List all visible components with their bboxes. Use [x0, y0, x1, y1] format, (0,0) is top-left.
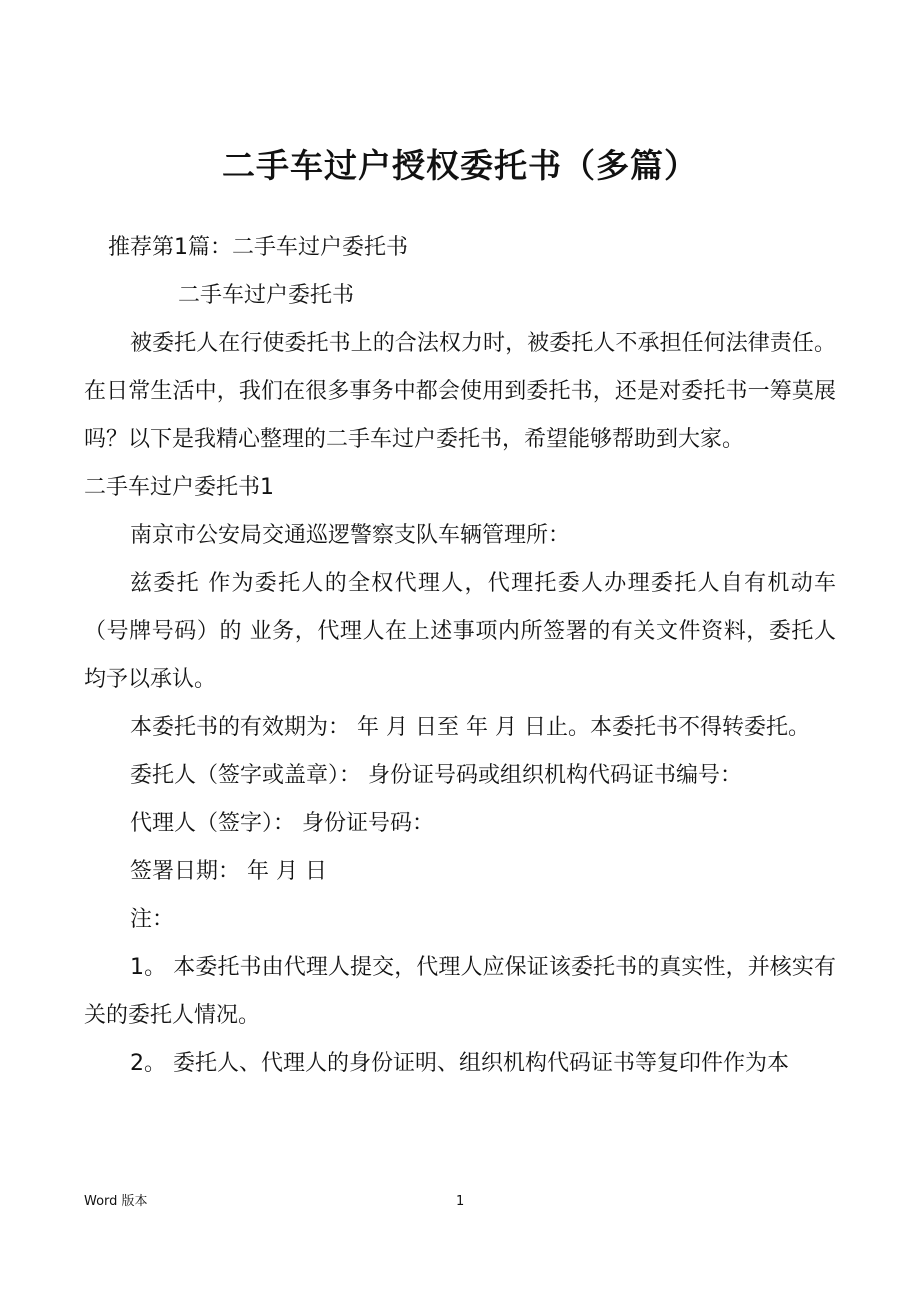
- section-title: 二手车过户委托书: [178, 283, 355, 308]
- subsection-heading: 二手车过户委托书1: [84, 475, 274, 500]
- delegation-paragraph: 兹委托 作为委托人的全权代理人，代理托委人办理委托人自有机动车（号牌号码）的 业务，代理人在上述事项内所签署的有关文件资料，委托人均予以承认。: [84, 571, 836, 692]
- document-body: [84, 224, 836, 1088]
- page-number: 1: [456, 1194, 465, 1209]
- notes-label: 注：: [130, 907, 175, 932]
- recommend-heading: 推荐第1篇：二手车过户委托书: [108, 235, 408, 260]
- note-item-2: 2。 委托人、代理人的身份证明、组织机构代码证书等复印件作为本: [130, 1051, 789, 1076]
- principal-signature-line: 委托人（签字或盖章）： 身份证号码或组织机构代码证书编号：: [130, 763, 742, 788]
- validity-paragraph: 本委托书的有效期为： 年 月 日至 年 月 日止。本委托书不得转委托。: [130, 715, 810, 740]
- agent-signature-line: 代理人（签字）： 身份证号码：: [130, 811, 434, 836]
- document-title: 二手车过户授权委托书（多篇）: [222, 146, 698, 185]
- addressee-line: 南京市公安局交通巡逻警察支队车辆管理所：: [130, 523, 571, 548]
- note-item-1: 1。 本委托书由代理人提交，代理人应保证该委托书的真实性，并核实有关的委托人情况。: [84, 955, 836, 1028]
- footer-label: Word 版本: [84, 1194, 148, 1209]
- intro-paragraph: 被委托人在行使委托书上的合法权力时，被委托人不承担任何法律责任。在日常生活中，我们在很多事务中都会使用到委托书，还是对委托书一筹莫展吗？以下是我精心整理的二手车过户委托书，希望能够帮助到大家。: [84, 331, 836, 452]
- signing-date-line: 签署日期： 年 月 日: [130, 859, 327, 884]
